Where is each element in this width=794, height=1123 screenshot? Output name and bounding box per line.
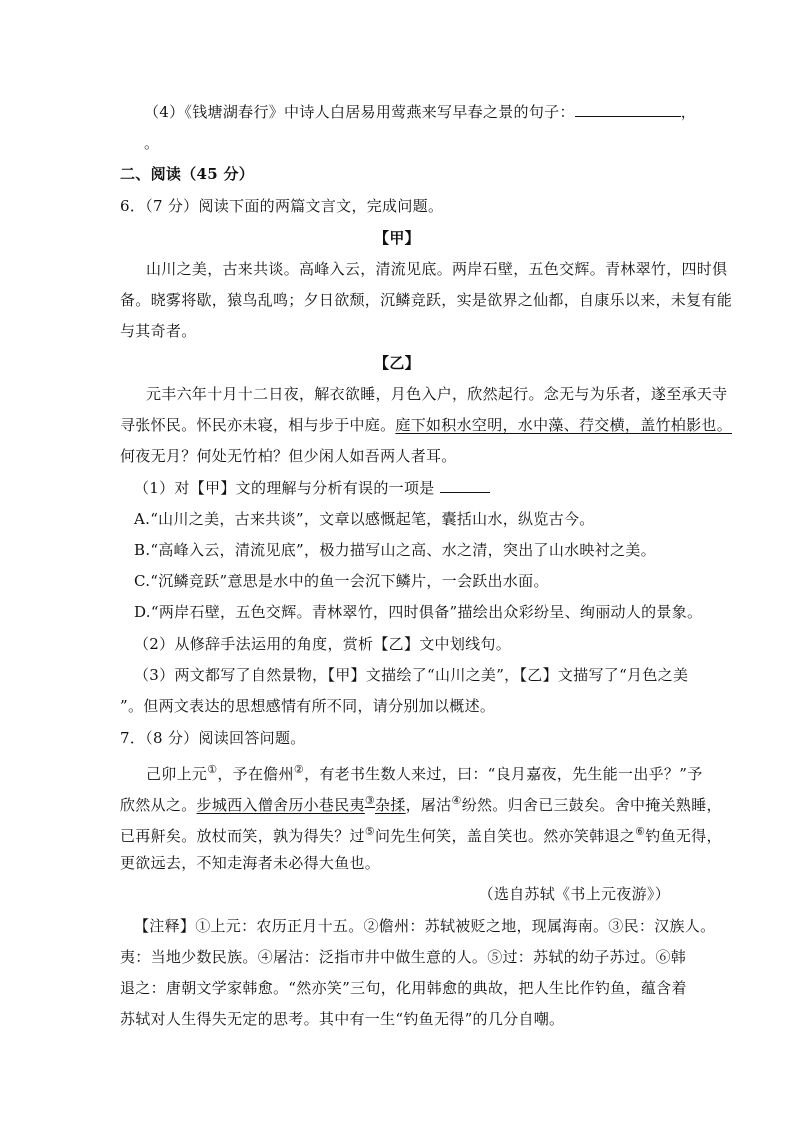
q6-sub1-text: （1）对【甲】文的理解与分析有误的一项是 [134,479,435,497]
option-c[interactable]: C.“沉鳞竞跃”意思是水中的鱼一会沉下鳞片，一会跃出水面。 [134,572,549,590]
q7-underlined-text: 步城西入僧舍历小巷民夷 [196,796,365,814]
q7-underlined-text: 杂揉 [375,796,406,814]
q6-sub3-line-2: ”。但两文表达的思想感情有所不同，请分别加以概述。 [120,697,496,715]
yi-title: 【乙】 [374,354,420,372]
footnote-marker: ③ [364,794,375,807]
option-b[interactable]: B.“高峰入云，清流见底”，极力描写山之高、水之清，突出了山水映衬之美。 [134,541,656,559]
yi-line-1: 元丰六年十月十二日夜，解衣欲睡，月色入户，欣然起行。念无与为乐者，遂至承天寺 [146,385,728,403]
q7-text: ，屠沽 [405,796,452,814]
section-title: 二、阅读（45 分） [120,165,255,183]
q7-text: 纷然。归舍已三鼓矣。舍中掩关熟睡， [461,796,722,814]
q7-text: 欣然从之。 [120,796,197,814]
q5-item4-text: （4）《钱塘湖春行》中诗人白居易用莺燕来写早春之景的句子： [144,103,575,121]
q7-text: 问先生何笑，盖自笑也。然亦笑韩退之 [374,827,636,845]
q7-line-1 [146,760,703,784]
footnote-marker: ⑤ [364,825,375,838]
yi-line-3: 何夜无月？何处无竹柏？但少闲人如吾两人者耳。 [120,447,457,465]
jia-line-3: 与其奇者。 [120,322,197,340]
answer-blank-2[interactable] [440,478,490,493]
q7-text: ，予在儋州 [217,765,294,783]
q7-text: 钓鱼无得， [645,827,722,845]
jia-line-2: 备。晓雾将歇，猿鸟乱鸣；夕日欲颓，沉鳞竞跃，实是欲界之仙都，自康乐以来，未复有能 [120,291,733,309]
q7-text: ，有老书生数人来过，曰：“良月嘉夜，先生能一出乎？”予 [304,765,703,783]
q6-sub1 [134,478,490,498]
notes-line-3: 退之：唐朝文学家韩愈。“然亦笑”三句，化用韩愈的典故，把人生比作钓鱼，蕴含着 [120,979,687,997]
q5-item4-end: 。 [144,134,160,152]
jia-title: 【甲】 [374,229,420,247]
q7-line-3 [120,822,722,846]
q7-source: （选自苏轼《书上元夜游》） [478,885,670,903]
yi-underlined-sentence: 庭下如积水空明，水中藻、荇交横，盖竹柏影也。 [395,416,733,434]
q7-text: 己卯上元 [146,765,208,783]
option-a[interactable]: A.“山川之美，古来共谈”，文章以感慨起笔，囊括山水，纵览古今。 [134,510,595,528]
jia-line-1: 山川之美，古来共谈。高峰入云，清流见底。两岸石壁，五色交辉。青林翠竹，四时俱 [146,260,728,278]
q5-item4-comma: ， [680,103,697,121]
q7-text: 已再鼾矣。放杖而笑，孰为得失？过 [120,827,365,845]
option-d[interactable]: D.“两岸石壁，五色交辉。青林翠竹，四时俱备”描绘出众彩纷呈、绚丽动人的景象。 [134,603,703,621]
footnote-marker: ⑥ [635,825,646,838]
yi-line-2 [120,415,732,435]
q7-stem: 7．（8 分）阅读回答问题。 [120,729,306,747]
answer-blank-1[interactable] [575,102,681,117]
q6-sub3-line-1: （3）两文都写了自然景物，【甲】文描绘了“山川之美”，【乙】文描写了“月色之美 [134,666,689,684]
footnote-marker: ① [207,763,218,776]
q7-line-4: 更欲远去，不知走海者未必得大鱼也。 [120,854,381,872]
q7-line-2 [120,791,722,815]
footnote-marker: ② [293,763,305,776]
notes-line-4: 苏轼对人生得失无定的思考。其中有一生“钓鱼无得”的几分自嘲。 [120,1010,565,1028]
notes-line-1: 【注释】①上元：农历正月十五。②儋州：苏轼被贬之地，现属海南。③民：汉族人。 [134,917,716,935]
q6-sub2: （2）从修辞手法运用的角度，赏析【乙】文中划线句。 [134,635,512,653]
q5-item4-line [144,102,696,122]
yi-line-2-text: 寻张怀民。怀民亦未寝，相与步于中庭。 [120,416,396,434]
q6-stem: 6．（7 分）阅读下面的两篇文言文，完成问题。 [120,197,444,215]
footnote-marker: ④ [451,794,462,807]
notes-line-2: 夷：当地少数民族。④屠沽：泛指市井中做生意的人。⑤过：苏轼的幼子苏过。⑥韩 [120,948,687,966]
